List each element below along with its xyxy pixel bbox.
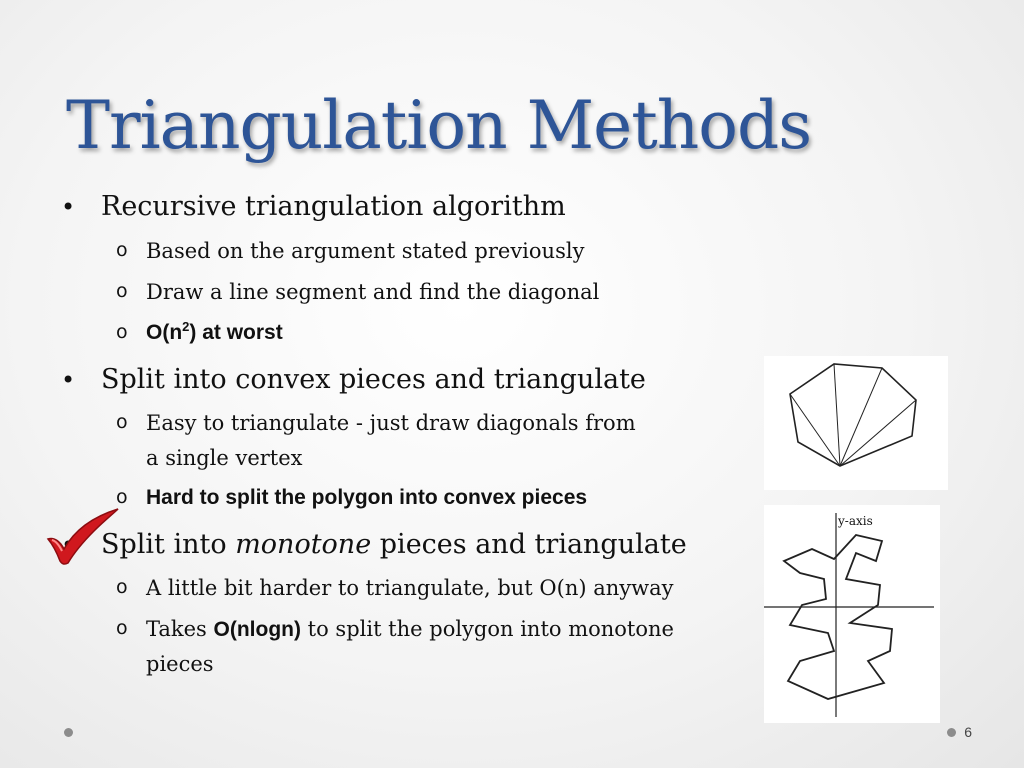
- sub-bullet: [116, 234, 585, 268]
- sub-bullet-marker: o: [116, 411, 128, 433]
- bullet-text-prefix: Split into: [101, 529, 236, 560]
- sub-bullet: [116, 571, 674, 605]
- sub-bullet: [116, 275, 600, 309]
- complexity-suffix: ) at worst: [189, 321, 283, 344]
- page-number: 6: [964, 724, 972, 740]
- bullet-marker: •: [61, 193, 76, 221]
- sub-bullet-takes: [116, 612, 674, 647]
- sub-bullet-text-line1: Easy to triangulate - just draw diagonals from: [146, 411, 636, 435]
- takes-line2: pieces: [146, 652, 214, 676]
- bullet-convex: [61, 363, 646, 397]
- nav-dot-right: [947, 728, 956, 737]
- complexity-exponent: 2: [182, 319, 190, 334]
- takes-bold: O(nlogn): [213, 618, 301, 641]
- bullet-text-italic: monotone: [235, 529, 372, 560]
- sub-bullet-hard: [116, 481, 588, 515]
- monotone-polygon-drawing: [764, 505, 940, 723]
- sub-bullet-marker: o: [116, 617, 128, 639]
- y-axis-label: y-axis: [838, 514, 873, 528]
- sub-bullet-text: Hard to split the polygon into convex pieces: [146, 486, 588, 509]
- sub-bullet-continuation: [146, 441, 303, 475]
- takes-prefix: Takes: [146, 617, 214, 641]
- bullet-text-suffix: pieces and triangulate: [371, 529, 687, 560]
- sub-bullet-marker: o: [116, 321, 128, 343]
- sub-bullet: [116, 406, 636, 440]
- bullet-marker: •: [61, 366, 76, 394]
- bullet-text: Split into convex pieces and triangulate: [101, 364, 646, 395]
- complexity-prefix: O(n: [146, 321, 183, 344]
- sub-bullet-text: Draw a line segment and find the diagonal: [146, 280, 600, 304]
- sub-bullet-marker: o: [116, 576, 128, 598]
- sub-bullet-text: Based on the argument stated previously: [146, 239, 585, 263]
- bullet-recursive: [61, 190, 566, 224]
- sub-bullet-marker: o: [116, 486, 128, 508]
- sub-bullet-text-line2: a single vertex: [146, 446, 303, 470]
- sub-bullet-marker: o: [116, 239, 128, 261]
- check-icon: [44, 505, 124, 567]
- sub-bullet-text: A little bit harder to triangulate, but O(n) anyway: [146, 576, 674, 600]
- takes-suffix: to split the polygon into monotone: [300, 617, 674, 641]
- sub-bullet-continuation: [146, 647, 214, 681]
- convex-polygon-drawing: [764, 356, 948, 490]
- sub-bullet-marker: o: [116, 280, 128, 302]
- slide-title: Triangulation Methods: [66, 87, 812, 164]
- bullet-monotone: [101, 528, 687, 562]
- monotone-polygon-figure: [764, 505, 940, 723]
- sub-bullet-complexity: [116, 316, 283, 350]
- nav-dot-left: [64, 728, 73, 737]
- bullet-text: Recursive triangulation algorithm: [101, 191, 566, 222]
- convex-polygon-figure: [764, 356, 948, 490]
